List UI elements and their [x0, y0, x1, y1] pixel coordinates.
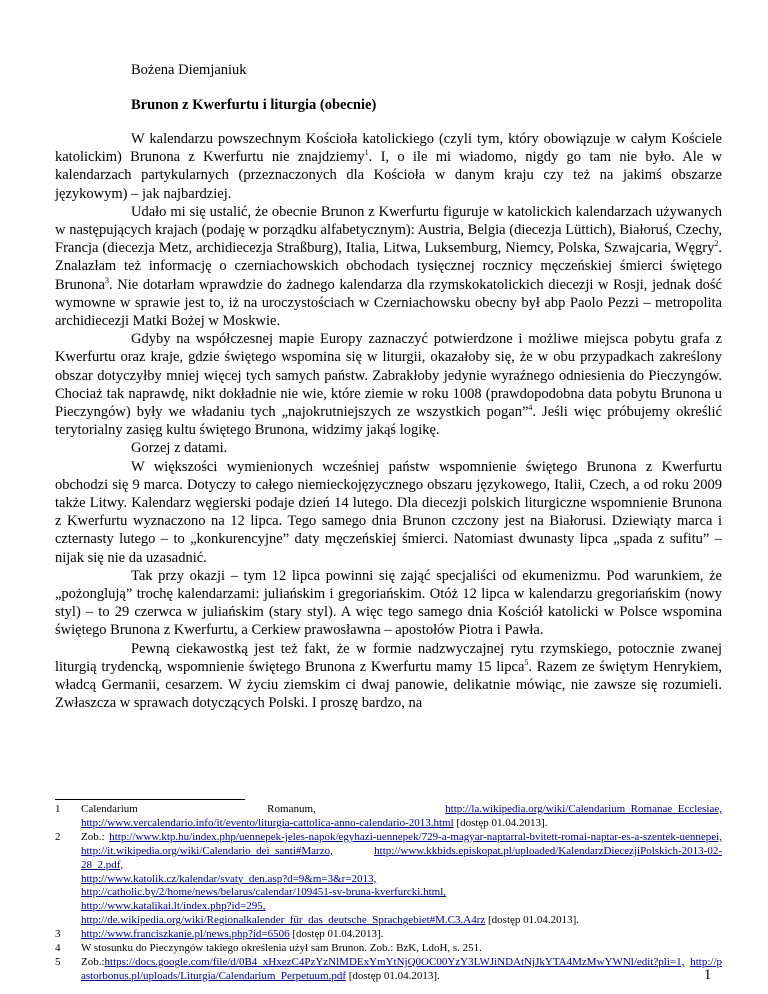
footnote-number: 4 [55, 942, 61, 955]
footnote-number: 3 [55, 928, 61, 941]
paragraph: Pewną ciekawostką jest też fakt, że w formie nadzwyczajnej rytu rzymskiego, potocznie zwanej liturgią trydencką, wspomnienie świętego Brunona z Kwerfurtu mamy 15 lipca$^5$. Razem ze świętym Henrykiem, władcą Germanii, cesarzem. W życiu ziemskim ci dwaj panowie, delikatnie mówiąc, nie zawsze się rozumieli. Zwłaszcza w sprawach dotyczących Polski. I proszę bardzo, na [55, 640, 722, 712]
footnote-link[interactable]: https://docs.google.com/file/d/0B4_xHxezC4PzYzNlMDExYmYtNjQ0OC00YzY3LWJiNDAtNjJkYTA4MzMwYWNl/edit?pli=1, [104, 955, 685, 968]
footnote: 3 http://www.franciszkanie.pl/news.php?id=6506 [dostęp 01.04.2013]. [55, 928, 384, 941]
footnote-link[interactable]: http://pastorbonus.pl/uploads/Liturgia/Calendarium_Perpetuum.pdf [81, 955, 722, 982]
footnote-ref[interactable]: 3 [104, 275, 109, 285]
footnote-number: 2 [55, 830, 61, 843]
footnote-link[interactable]: http://de.wikipedia.org/wiki/Regionalkalender_für_das_deutsche_Sprachgebiet#M.C3.A4rz [81, 914, 486, 927]
footnote-link[interactable]: http://www.franciszkanie.pl/news.php?id=6506 [81, 928, 290, 941]
footnote-link[interactable]: http://it.wikipedia.org/wiki/Calendario_dei_santi#Marzo, [81, 844, 333, 857]
footnote-link[interactable]: http://www.katalikai.lt/index.php?id=295, [81, 900, 266, 913]
footnote-link[interactable]: http://la.wikipedia.org/wiki/Calendarium_Romanae_Ecclesiae, [445, 803, 722, 815]
footnote-link[interactable]: http://www.ktp.hu/index.php/uennepek-jeles-napok/egyhazi-uennepek/729-a-magyar-naptarral-bvitett-romai-naptar-es-a-szentek-uennepei, [109, 830, 722, 843]
document-title: Brunon z Kwerfurtu i liturgia (obecnie) [131, 97, 377, 113]
footnote-ref[interactable]: 1 [364, 148, 369, 158]
footnote-link[interactable]: http://www.kkbids.episkopat.pl/uploaded/KalendarzDiecezjiPolskich-2013-02-28_2.pdf, [81, 844, 722, 871]
footnote-number: 1 [55, 803, 61, 815]
paragraph: W większości wymienionych wcześniej państw wspomnienie świętego Brunona z Kwerfurtu obchodzi się 9 marca. Dotyczy to całego niemieckojęzycznego obszaru językowego, Italii, Czech, a od roku 2009 także Litwy. Kalendarz węgierski podaje dzień 14 lutego. Dla diecezji polskich liturgiczne wspomnienie Brunona z Kwerfurtu wyznaczono na 12 lipca. Tego samego dnia Brunon czczony jest na Białorusi. Dziewiąty marca i czternasty lutego – to „konkurencyjne” daty męczeńskiej śmierci. Natomiast dwunasty lipca „spada z sufitu” – nijak się nie da uzasadnić. [55, 458, 722, 566]
paragraph: W kalendarzu powszechnym Kościoła katolickiego (czyli tym, który obowiązuje w całym Kościele katolickim) Brunona z Kwerfurtu nie znajdziemy$^1$. I, o ile mi wiadomo, nigdy go tam nie było. Ale w kalendarzach partykularnych (przeznaczonych dla Kościoła w danym kraju czy też na jakimś obszarze językowym) – jak najbardziej. [55, 131, 723, 202]
paragraph: Tak przy okazji – tym 12 lipca powinni się zająć specjaliści od ekumenizmu. Pod warunkiem, że „pożonglują” trochę kalendarzami: juliańskim i gregoriańskim. Otóż 12 lipca w kalendarzu gregoriańskim (nowy styl) – to 29 czerwca w juliańskim (stary styl). A więc tego samego dnia Kościół katolicki w Polsce wspomina świętego Brunona z Kwerfurtu, a Cerkiew prawosławna – apostołów Piotra i Pawła. [55, 567, 722, 639]
author-name: Bożena Diemjaniuk [131, 62, 247, 78]
footnote-ref[interactable]: 4 [528, 403, 533, 413]
footnote-separator [55, 799, 245, 800]
footnote-link[interactable]: http://www.katolik.cz/kalendar/svaty_den.asp?d=9&m=3&r=2013, [81, 872, 377, 885]
paragraph: Udało mi się ustalić, że obecnie Brunon z Kwerfurtu figuruje w katolickich kalendarzach używanych w następujących krajach (podaję w porządku alfabetycznym): Austria, Belgia (diecezja Lüttich), Białoruś, Czechy, Francja (diecezja Metz, archidiecezja Straßburg), Italia, Litwa, Luksemburg, Niemcy, Polska, Szwajcaria, Węgry$^2$. Znalazłam też informację o czerniachowskich obchodach tysięcznej rocznicy męczeńskiej śmierci świętego Brunona$^3$. Nie dotarłam wprawdzie do żadnego kalendarza dla rzymskokatolickich diecezji w Rosji, jednak dość wymowne w sprawie jest to, iż na uroczystościach w Czerniachowsku obecny był abp Paolo Pezzi – metropolita archidiecezji Matki Bożej w Moskwie. [55, 203, 722, 330]
footnote-link[interactable]: http://catholic.by/2/home/news/belarus/calendar/109451-sv-bruna-kverfurcki.html, [81, 886, 447, 899]
page-number: 1 [704, 967, 712, 983]
footnote: 2 Zob.: http://www.ktp.hu/index.php/uennepek-jeles-napok/egyhazi-uennepek/729-a-magyar-naptarral-bvitett-romai-naptar-es-a-szentek-uennepei, http://it.wikipedia.org/wiki/Calendario_dei_santi#Marzo, http://www.kkbids.episkopat.pl/uploaded/KalendarzDiecezjiPolskich-2013-02-28_2.pdf, http://www.katolik.cz/kalendar/svaty_den.asp?d=9&m=3&r=2013, http://catholic.by/2/home/news/belarus/calendar/109451-sv-bruna-kverfurcki.html, http://www.katalikai.lt/index.php?id=295, http://de.wikipedia.org/wiki/Regionalkalender_für_das_deutsche_Sprachgebiet#M.C3.A4rz [dostęp 01.04.2013]. [55, 830, 722, 927]
body-text [55, 130, 722, 713]
footnote: 4 W stosunku do Pieczyngów takiego określenia użył sam Brunon. Zob.: BzK, LdoH, s. 251. [55, 942, 482, 955]
footnote-number: 5 [55, 955, 61, 968]
footnote: 5 Zob.:https://docs.google.com/file/d/0B4_xHxezC4PzYzNlMDExYmYtNjQ0OC00YzY3LWJiNDAtNjJkYTA4MzMwYWNl/edit?pli=1, http://pastorbonus.pl/uploads/Liturgia/Calendarium_Perpetuum.pdf [dostęp 01.04.2013]. [55, 955, 722, 982]
footnote-link[interactable]: http://www.vercalendario.info/it/evento/liturgia-cattolica-anno-calendario-2013.html [81, 816, 454, 829]
paragraph: Gorzej z datami. [131, 440, 228, 457]
footnotes [55, 803, 722, 984]
footnote: 1 Calendarium Romanum, http://la.wikipedia.org/wiki/Calendarium_Romanae_Ecclesiae, http://www.vercalendario.info/it/evento/liturgia-cattolica-anno-calendario-2013.html [dostęp 01.04.2013]. [55, 803, 722, 829]
footnote-ref[interactable]: 5 [524, 658, 529, 668]
footnote-ref[interactable]: 2 [714, 239, 719, 249]
paragraph: Gdyby na współczesnej mapie Europy zaznaczyć potwierdzone i możliwe miejsca pobytu grafa z Kwerfurtu oraz kraje, gdzie świętego wspomina się w liturgii, okazałoby się, że w obu przypadkach zakreślony obszar dotyczyłby mniej więcej tych samych państw. Zabrakłoby jedynie wyraźnego odniesienia do Pieczyngów. Chociaż tak naprawdę, nikt dokładnie nie wie, które ziemie w roku 1008 (prawdopodobna data pobytu Brunona u Pieczyngów) były we władaniu tych „najokrutniejszych ze wszystkich pogan”$^4$. Jeśli więc próbujemy określić terytorialny zasięg kultu świętego Brunona, widzimy jakąś logikę. [55, 331, 723, 439]
